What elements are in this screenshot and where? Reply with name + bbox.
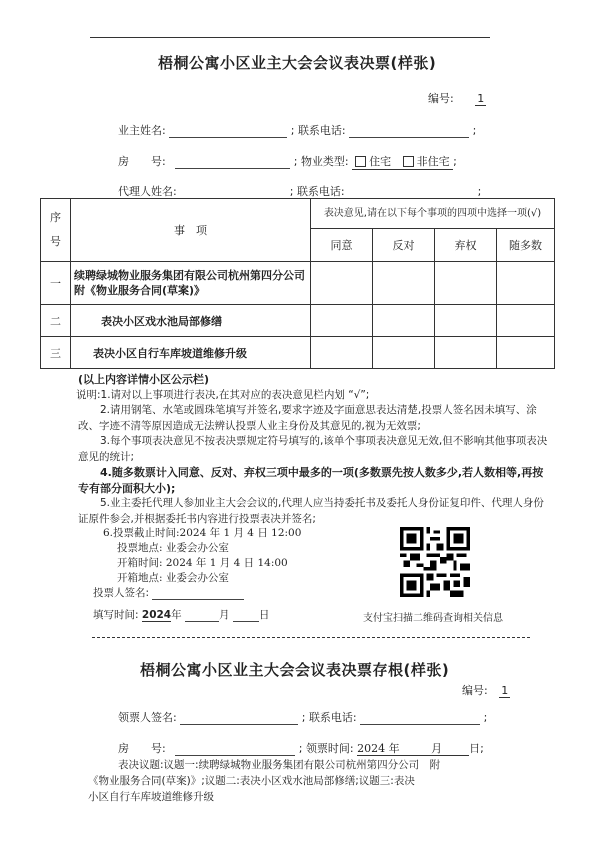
property-type-label: 物业类型: xyxy=(300,155,349,168)
open-time: 开箱时间: 2024 年 1 月 4 日 14:00 xyxy=(117,557,288,569)
owner-name-field[interactable] xyxy=(169,125,287,138)
vote-cell[interactable] xyxy=(311,305,373,337)
open-place: 开箱地点: 业委会办公室 xyxy=(117,572,229,584)
vote-cell[interactable] xyxy=(373,305,435,337)
contact-label: 联系电话: xyxy=(297,124,346,137)
note-3: 3.每个事项表决意见不按表决票规定符号填写的,该单个事项表决意见无效,但不影响其他事项表决意见的统计; xyxy=(78,435,548,463)
serial-label: 编号: xyxy=(428,92,454,105)
owner-name-label: 业主姓名: xyxy=(118,124,166,137)
opinion-header: 表决意见,请在以下每个事项的四项中选择一项(√) xyxy=(311,199,555,229)
vote-deadline: 6.投票截止时间:2024 年 1 月 4 日 12:00 xyxy=(103,527,302,539)
instructions xyxy=(78,372,548,527)
vote-cell[interactable] xyxy=(497,305,555,337)
stub-serial-value: 1 xyxy=(501,684,509,697)
stub-receive-time-label: 领票时间: xyxy=(305,742,354,755)
fill-year: 2024 xyxy=(141,609,172,621)
non-residential-option: 非住宅 xyxy=(416,155,450,168)
contact-field[interactable] xyxy=(349,125,469,138)
voter-sign-field[interactable] xyxy=(152,587,244,600)
seq-header: 序号 xyxy=(41,199,71,262)
stub-receiver-label: 领票人签名: xyxy=(118,711,177,724)
stub-topics-l3: 小区自行车库坡道维修升级 xyxy=(88,791,214,803)
vote-cell[interactable] xyxy=(373,337,435,369)
opt-agree-header: 同意 xyxy=(311,229,373,262)
note-2: 2.请用钢笔、水笔或圆珠笔填写并签名,要求字迹及字面意思表达清楚,投票人签名因未填写、涂改、字迹不清等原因造成无法辨认投票人业主身份及其意见的,视为无效票; xyxy=(78,404,537,432)
item-header: 事 项 xyxy=(71,199,311,262)
table-row xyxy=(41,262,555,305)
note-1: 说明:1.请对以上事项进行表决,在其对应的表决意见栏内划 “√”; xyxy=(76,388,370,401)
row-seq: 二 xyxy=(41,305,71,337)
vote-place: 投票地点: 业委会办公室 xyxy=(117,542,229,554)
fill-time-row xyxy=(93,607,269,622)
row-seq: 三 xyxy=(41,337,71,369)
vote-cell[interactable] xyxy=(311,262,373,305)
stub-house-field[interactable] xyxy=(175,743,295,756)
stub-month-unit: 月 xyxy=(431,742,443,755)
stub-receiver-field[interactable] xyxy=(180,712,298,725)
row-item: 续聘绿城物业服务集团有限公司杭州第四分公司 附《物业服务合同(草案)》 xyxy=(71,262,311,305)
stub-topics-l1: 表决议题:议题一:续聘绿城物业服务集团有限公司杭州第四分公司 附 xyxy=(118,759,441,771)
stub-contact-field[interactable] xyxy=(360,712,480,725)
row-item: 表决小区戏水池局部修缮 xyxy=(71,305,311,337)
stub-receiver-row: 领票人签名: ; 联系电话: ; xyxy=(118,711,488,724)
row-seq: 一 xyxy=(41,262,71,305)
qr-caption: 支付宝扫描二维码查询相关信息 xyxy=(363,613,503,624)
non-residential-checkbox[interactable] xyxy=(403,156,414,167)
top-rule xyxy=(90,37,490,38)
vote-cell[interactable] xyxy=(497,262,555,305)
proxy-row: 代理人姓名: ; 联系电话: ; xyxy=(118,185,482,198)
residential-option: 住宅 xyxy=(369,155,392,168)
month-unit: 月 xyxy=(218,609,230,621)
serial-value: 1 xyxy=(477,92,485,105)
house-row: 房 号: ; 物业类型: 住宅 非住宅 ; xyxy=(118,155,457,168)
stub-day-unit: 日; xyxy=(469,742,484,755)
vote-cell[interactable] xyxy=(435,337,497,369)
serial-number xyxy=(428,90,486,106)
stub-house-row: 房 号: ; 领票时间: 2024 年 月 日; xyxy=(118,742,484,755)
stub-title: 梧桐公寓小区业主大会会议表决票存根(样张) xyxy=(140,661,450,679)
opt-abstain-header: 弃权 xyxy=(435,229,497,262)
stub-topics-l2: 《物业服务合同(草案)》;议题二:表决小区戏水池局部修缮;议题三:表决 xyxy=(88,775,415,787)
cut-line xyxy=(92,637,530,638)
note-5: 5.业主委托代理人参加业主大会会议的,代理人应当持委托书及委托人身份证复印件、代理人身份证原件参会,并根据委托书内容进行投票表决并签名; xyxy=(78,497,544,525)
proxy-label: 代理人姓名: xyxy=(118,185,177,198)
voter-sign-row xyxy=(93,585,244,600)
day-unit: 日 xyxy=(258,609,270,621)
public-note: (以上内容详情小区公示栏) xyxy=(78,373,210,386)
proxy-contact-label: 联系电话: xyxy=(296,185,345,198)
vote-cell[interactable] xyxy=(497,337,555,369)
owner-name-row: 业主姓名: ; 联系电话: ; xyxy=(118,124,477,137)
stub-contact-label: 联系电话: xyxy=(308,711,357,724)
residential-checkbox[interactable] xyxy=(355,156,366,167)
row-item: 表决小区自行车库坡道维修升级 xyxy=(71,337,311,369)
note-4: 4.随多数票计入同意、反对、弃权三项中最多的一项(多数票先按人数多少,若人数相等,再按专有部分面积大小); xyxy=(78,466,544,495)
stub-receive-year: 2024 年 xyxy=(357,742,400,755)
vote-cell[interactable] xyxy=(373,262,435,305)
stub-serial xyxy=(462,682,510,698)
year-unit: 年 xyxy=(171,609,182,621)
qr-code xyxy=(400,527,470,597)
voter-sign-label: 投票人签名: xyxy=(93,587,150,599)
vote-cell[interactable] xyxy=(435,305,497,337)
vote-cell[interactable] xyxy=(435,262,497,305)
vote-cell[interactable] xyxy=(311,337,373,369)
voting-table xyxy=(40,198,555,369)
stub-house-label: 房 号: xyxy=(118,742,166,755)
table-row xyxy=(41,305,555,337)
fill-day-field[interactable] xyxy=(233,609,259,622)
ballot-title: 梧桐公寓小区业主大会会议表决票(样张) xyxy=(158,54,437,72)
table-row xyxy=(41,337,555,369)
fill-time-label: 填写时间: xyxy=(93,609,139,621)
opt-majority-header: 随多数 xyxy=(497,229,555,262)
opt-oppose-header: 反对 xyxy=(373,229,435,262)
fill-month-field[interactable] xyxy=(185,609,219,622)
house-label: 房 号: xyxy=(118,155,166,168)
stub-serial-label: 编号: xyxy=(462,684,488,697)
house-field[interactable] xyxy=(175,156,290,169)
